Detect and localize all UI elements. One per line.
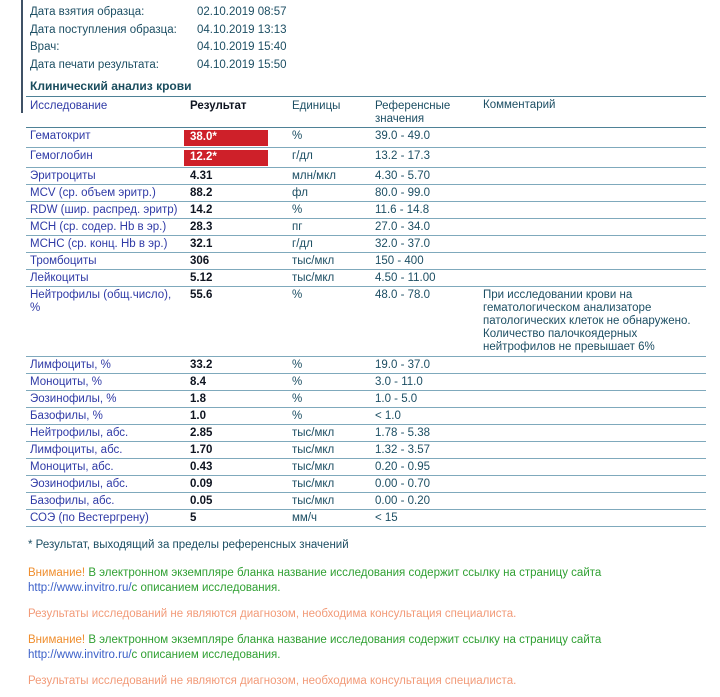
date-value: 04.10.2019 15:40 [197,41,287,53]
result-row [26,391,706,408]
units-cell: тыс/мкл [288,493,372,510]
result-cell: 4.31 [184,168,288,185]
result-row [26,425,706,442]
units-cell: фл [288,185,372,202]
result-row [26,253,706,270]
reference-cell: 0.00 - 0.70 [372,476,480,493]
result-cell: 1.0 [184,408,288,425]
reference-cell: 4.50 - 11.00 [372,270,480,287]
result-row [26,287,706,357]
comment-cell [480,270,706,287]
date-row [30,57,720,75]
comment-cell [480,148,706,168]
result-cell: 55.6 [184,287,288,357]
comment-cell [480,202,706,219]
test-name-link[interactable]: Лимфоциты, % [26,357,184,374]
attention-label: Внимание! [28,567,86,579]
reference-cell: 27.0 - 34.0 [372,219,480,236]
results-table [26,96,706,527]
result-cell: 5.12 [184,270,288,287]
result-row [26,442,706,459]
test-name-link[interactable]: Эозинофилы, абс. [26,476,184,493]
result-cell: 306 [184,253,288,270]
page-edge-line [21,0,23,113]
test-name-link[interactable]: Нейтрофилы (общ.число), % [26,287,184,357]
comment-cell [480,459,706,476]
units-cell: пг [288,219,372,236]
test-name-link[interactable]: Гемоглобин [26,148,184,168]
result-row [26,493,706,510]
url-suffix-text: с описанием исследования. [131,649,281,661]
attention-notice [28,566,688,596]
result-row [26,408,706,425]
units-cell: тыс/мкл [288,459,372,476]
date-row [30,4,720,22]
test-name-link[interactable]: Тромбоциты [26,253,184,270]
reference-cell: 80.0 - 99.0 [372,185,480,202]
attention-notice [28,633,688,663]
test-name-link[interactable]: МСНС (ср. конц. Hb в эр.) [26,236,184,253]
result-cell: 0.09 [184,476,288,493]
invitro-url-link[interactable]: http://www.invitro.ru/ [28,649,132,661]
result-row [26,202,706,219]
comment-cell [480,408,706,425]
test-name-link[interactable]: Нейтрофилы, абс. [26,425,184,442]
units-cell: % [288,128,372,148]
test-name-link[interactable]: Базофилы, абс. [26,493,184,510]
units-cell: % [288,202,372,219]
test-name-link[interactable]: СОЭ (по Вестергрену) [26,510,184,527]
column-header-reference: Референсные значения [372,97,480,128]
date-label: Врач: [30,41,60,53]
reference-cell: 39.0 - 49.0 [372,128,480,148]
result-cell [184,128,288,148]
header-row [26,97,706,128]
result-row [26,236,706,253]
units-cell: % [288,287,372,357]
test-name-link[interactable]: Эритроциты [26,168,184,185]
reference-cell: 19.0 - 37.0 [372,357,480,374]
notes-block [28,566,688,689]
units-cell: % [288,391,372,408]
column-header-units: Единицы [288,97,372,128]
units-cell: тыс/мкл [288,270,372,287]
comment-cell [480,185,706,202]
units-cell: г/дл [288,148,372,168]
result-row [26,168,706,185]
sample-dates-block [0,0,720,74]
result-cell: 0.05 [184,493,288,510]
date-value: 04.10.2019 15:50 [197,58,287,71]
result-row [26,185,706,202]
comment-cell [480,374,706,391]
result-row [26,357,706,374]
units-cell: % [288,374,372,391]
result-cell: 33.2 [184,357,288,374]
result-row [26,374,706,391]
test-name-link[interactable]: RDW (шир. распред. эритр) [26,202,184,219]
disclaimer-text: Результаты исследований не являются диагнозом, необходима консультация специалиста. [28,675,517,687]
section-title: Клинический анализ крови [30,79,192,93]
result-cell: 28.3 [184,219,288,236]
column-header-test: Исследование [26,97,184,128]
reference-cell: 0.20 - 0.95 [372,459,480,476]
attention-label: Внимание! [28,634,86,646]
test-name-link[interactable]: Базофилы, % [26,408,184,425]
reference-cell: 11.6 - 14.8 [372,202,480,219]
result-row [26,270,706,287]
date-value: 04.10.2019 13:13 [197,23,287,36]
reference-cell: 1.0 - 5.0 [372,391,480,408]
date-row [30,39,720,57]
units-cell: тыс/мкл [288,442,372,459]
reference-cell: 48.0 - 78.0 [372,287,480,357]
units-cell: тыс/мкл [288,425,372,442]
comment-cell [480,442,706,459]
disclaimer-text: Результаты исследований не являются диагнозом, необходима консультация специалиста. [28,608,517,620]
test-name-link[interactable]: Гематокрит [26,128,184,148]
reference-cell: 3.0 - 11.0 [372,374,480,391]
test-name-link[interactable]: Эозинофилы, % [26,391,184,408]
comment-cell [480,168,706,185]
result-row [26,148,706,168]
result-row [26,476,706,493]
comment-cell [480,357,706,374]
reference-cell: 0.00 - 0.20 [372,493,480,510]
units-cell: г/дл [288,236,372,253]
date-label: Дата поступления образца: [30,23,177,36]
reference-cell: 1.78 - 5.38 [372,425,480,442]
units-cell: тыс/мкл [288,476,372,493]
result-cell: 1.8 [184,391,288,408]
out-of-range-footnote: * Результат, выходящий за пределы референсных значений [28,539,349,551]
comment-cell [480,510,706,527]
units-cell: млн/мкл [288,168,372,185]
date-label: Дата взятия образца: [30,6,145,18]
comment-cell [480,493,706,510]
reference-cell: 150 - 400 [372,253,480,270]
comment-cell [480,425,706,442]
reference-cell: < 1.0 [372,408,480,425]
test-name-link[interactable]: Моноциты, % [26,374,184,391]
result-row [26,510,706,527]
reference-cell: 32.0 - 37.0 [372,236,480,253]
result-cell: 14.2 [184,202,288,219]
reference-cell: 1.32 - 3.57 [372,442,480,459]
result-cell: 8.4 [184,374,288,391]
comment-cell [480,236,706,253]
test-name-link[interactable]: Лейкоциты [26,270,184,287]
units-cell: % [288,408,372,425]
comment-cell [480,219,706,236]
attention-text: В электронном экземпляре бланка название исследования содержит ссылку на страницу сайта [85,634,602,646]
result-cell: 32.1 [184,236,288,253]
result-cell: 5 [184,510,288,527]
result-cell: 1.70 [184,442,288,459]
date-row [30,22,720,40]
reference-cell: < 15 [372,510,480,527]
out-of-range-flag: 12.2* [184,150,268,166]
result-cell: 2.85 [184,425,288,442]
url-suffix-text: с описанием исследования. [131,582,281,594]
result-row [26,459,706,476]
units-cell: мм/ч [288,510,372,527]
test-name-link[interactable]: Моноциты, абс. [26,459,184,476]
column-header-comment: Комментарий [480,97,706,128]
attention-text: В электронном экземпляре бланка название исследования содержит ссылку на страницу сайта [85,567,602,579]
comment-cell [480,253,706,270]
comment-cell [480,391,706,408]
test-name-link[interactable]: Лимфоциты, абс. [26,442,184,459]
test-name-link[interactable]: MCV (ср. объем эритр.) [26,185,184,202]
reference-cell: 4.30 - 5.70 [372,168,480,185]
comment-cell [480,128,706,148]
result-cell: 0.43 [184,459,288,476]
comment-cell: При исследовании крови на гематологическом анализаторе патологических клеток не обнаружено. Количество палочкоядерных нейтрофилов не превышает 6% [480,287,706,357]
date-value: 02.10.2019 08:57 [197,6,287,18]
comment-cell [480,476,706,493]
reference-cell: 13.2 - 17.3 [372,148,480,168]
column-header-result: Результат [184,97,288,128]
units-cell: тыс/мкл [288,253,372,270]
result-row [26,128,706,148]
test-name-link[interactable]: MCH (ср. содер. Hb в эр.) [26,219,184,236]
result-row [26,219,706,236]
date-label: Дата печати результата: [30,58,159,71]
units-cell: % [288,357,372,374]
invitro-url-link[interactable]: http://www.invitro.ru/ [28,582,132,594]
out-of-range-flag: 38.0* [184,130,268,146]
result-cell [184,148,288,168]
result-cell: 88.2 [184,185,288,202]
